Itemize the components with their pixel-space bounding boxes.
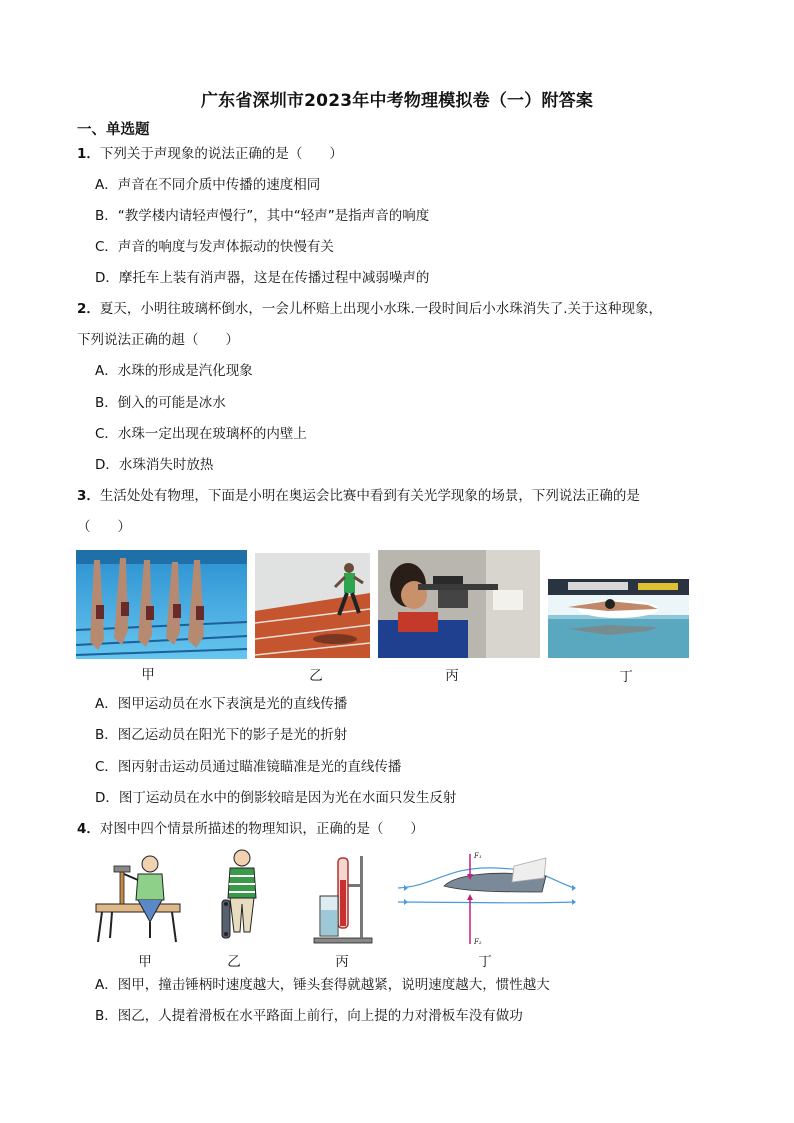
question-stem: 对图中四个情景所描述的物理知识，正确的是（ ）: [99, 821, 424, 837]
figure-caption-jia: 甲: [138, 954, 152, 970]
option-2d: D．水珠消失时放热: [95, 457, 214, 473]
option-2c: C．水珠一定出现在玻璃杯的内壁上: [95, 426, 307, 442]
page-title: 广东省深圳市2023年中考物理模拟卷（一）附答案: [200, 91, 594, 111]
option-1a: A．声音在不同介质中传播的速度相同: [95, 177, 321, 193]
illustration-tube-stand: [312, 850, 374, 944]
option-3c: C．图丙射击运动员通过瞄准镜瞄准是光的直线传播: [95, 759, 402, 775]
question-stem: 下列关于声现象的说法正确的是（ ）: [99, 146, 343, 162]
question-4: [77, 820, 424, 838]
question-1: [77, 145, 343, 163]
figure-caption-jia: 甲: [141, 667, 155, 683]
option-2a: A．水珠的形成是汽化现象: [95, 363, 253, 379]
option-3b: B．图乙运动员在阳光下的影子是光的折射: [95, 727, 348, 743]
illustration-airfoil-forces: [396, 848, 576, 948]
option-2b: B．倒入的可能是冰水: [95, 395, 226, 411]
question-stem: 生活处处有物理，下面是小明在奥运会比赛中看到有关光学现象的场景，下列说法正确的是: [99, 488, 640, 504]
question-3-stem-cont: （ ）: [77, 519, 131, 535]
question-3: [77, 487, 640, 505]
option-1c: C．声音的响度与发声体振动的快慢有关: [95, 239, 334, 255]
question-2-stem-cont: 下列说法正确的趄（ ）: [77, 332, 239, 348]
photo-shooter-scope: [378, 550, 540, 658]
question-number: 2．: [77, 301, 100, 317]
option-4b: B．图乙，人提着滑板在水平路面上前行，向上提的力对滑板车没有做功: [95, 1008, 523, 1024]
figure-caption-yi: 乙: [309, 668, 323, 684]
question-number: 4．: [77, 821, 100, 837]
option-1b: B．“教学楼内请轻声慢行”，其中“轻声”是指声音的响度: [95, 208, 430, 224]
figure-caption-yi: 乙: [227, 954, 241, 970]
question-number: 3．: [77, 488, 100, 504]
question-2: [77, 300, 662, 318]
figure-caption-bing: 丙: [445, 668, 459, 684]
option-1d: D．摩托车上装有消声器，这是在传播过程中减弱噪声的: [95, 270, 430, 286]
photo-runner-shadow: [255, 553, 370, 658]
figure-caption-bing: 丙: [335, 954, 349, 970]
force-label-f2: F₂: [474, 938, 482, 946]
section-heading: 一、单选题: [77, 122, 150, 138]
force-label-f1: F₁: [474, 852, 482, 860]
question-stem: 夏天，小明往玻璃杯倒水，一会儿杯赔上出现小水珠.一段时间后小水珠消失了.关于这种现象，: [99, 301, 662, 317]
question-number: 1．: [77, 146, 100, 162]
photo-swimmer-reflection: [548, 579, 689, 658]
illustration-person-skateboard: [220, 848, 262, 942]
illustration-hammer-bench: [92, 852, 184, 944]
photo-synchronized-swimming: [76, 550, 247, 659]
option-4a: A．图甲，撞击锤柄时速度越大，锤头套得就越紧，说明速度越大，惯性越大: [95, 977, 550, 993]
option-3a: A．图甲运动员在水下表演是光的直线传播: [95, 696, 348, 712]
option-3d: D．图丁运动员在水中的倒影较暗是因为光在水面只发生反射: [95, 790, 457, 806]
figure-caption-ding: 丁: [619, 669, 633, 685]
figure-caption-ding: 丁: [478, 954, 492, 970]
